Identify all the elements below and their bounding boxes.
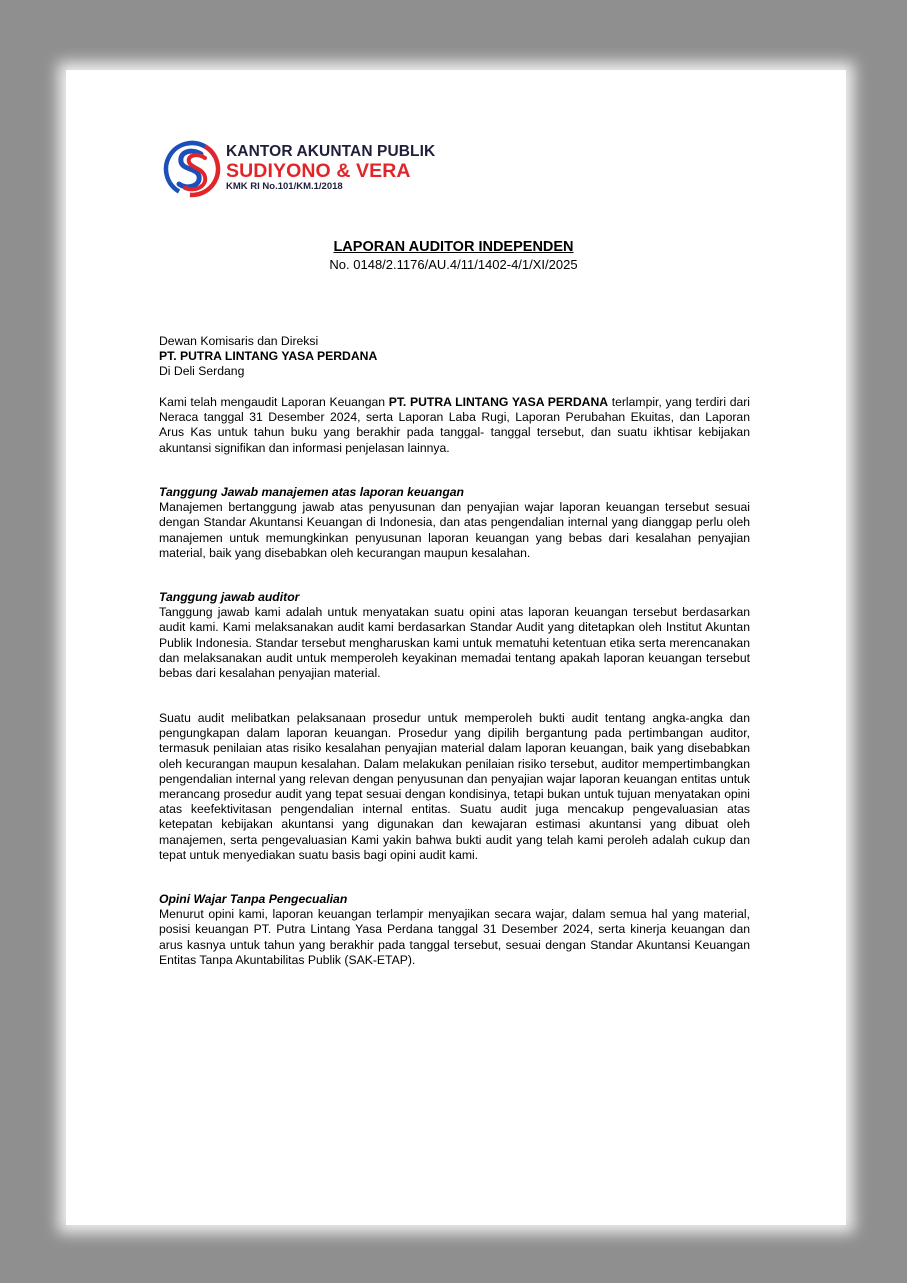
report-number: No. 0148/2.1176/AU.4/11/1402-4/1/XI/2025 xyxy=(329,257,578,272)
section-heading: Tanggung jawab auditor xyxy=(159,590,300,604)
section-heading: Tanggung Jawab manajemen atas laporan keuangan xyxy=(159,485,464,499)
section-auditor-responsibility xyxy=(159,590,750,681)
addressee-line1: Dewan Komisaris dan Direksi xyxy=(159,334,319,348)
audit-procedures-paragraph xyxy=(159,711,750,863)
section-body: Menurut opini kami, laporan keuangan terlampir menyajikan secara wajar, dalam semua hal yang material, posisi keuangan PT. Putra Lintang Yasa Perdana tanggal 31 Desember 2024, serta kinerja keuangan dan arus kasnya untuk tahun yang berakhir pada tanggal tersebut, sesuai dengan Standar Akuntansi Keuangan Entitas Tanpa Akuntabilitas Publik (SAK-ETAP). xyxy=(159,907,750,967)
section-management-responsibility xyxy=(159,485,750,561)
section-body: Suatu audit melibatkan pelaksanaan prosedur untuk memperoleh bukti audit tentang angka-angka dan pengungkapan dalam laporan keuangan. Prosedur yang dipilih bergantung pada pertimbangan auditor, termasuk penilaian atas risiko kesalahan penyajian material dalam laporan keuangan, baik yang disebabkan oleh kecurangan maupun kesalahan. Dalam melakukan penilaian risiko tersebut, auditor mempertimbangkan pengendalian internal yang relevan dengan penyusunan dan penyajian wajar laporan keuangan entitas untuk merancang prosedur audit yang tepat sesuai dengan kondisinya, tetapi bukan untuk tujuan menyatakan opini atas keefektivitasan pengendalian internal entitas. Suatu audit juga mencakup pengevaluasian atas ketepatan kebijakan akuntansi yang digunakan dan kewajaran estimasi akuntansi yang dibuat oleh manajemen, serta pengevaluasian Kami yakin bahwa bukti audit yang telah kami peroleh adalah cukup dan tepat untuk menyediakan suatu basis bagi opini audit kami. xyxy=(159,711,750,862)
firm-name-line2: SUDIYONO & VERA xyxy=(226,160,411,182)
section-opinion xyxy=(159,892,750,968)
firm-name-line1: KANTOR AKUNTAN PUBLIK xyxy=(226,143,436,160)
firm-logo xyxy=(163,140,463,200)
intro-text-a: Kami telah mengaudit Laporan Keuangan xyxy=(159,395,389,409)
firm-emblem-icon xyxy=(163,140,221,198)
addressee-block xyxy=(159,334,750,380)
section-heading: Opini Wajar Tanpa Pengecualian xyxy=(159,892,348,906)
section-body: Tanggung jawab kami adalah untuk menyatakan suatu opini atas laporan keuangan tersebut berdasarkan audit kami. Kami melaksanakan audit kami berdasarkan Standar Audit yang ditetapkan oleh Institut Akuntan Publik Indonesia. Standar tersebut mengharuskan kami untuk mematuhi ketentuan etika serta merencanakan dan melaksanakan audit untuk memperoleh keyakinan memadai tentang apakah laporan keuangan tersebut bebas dari kesalahan penyajian material. xyxy=(159,605,750,681)
intro-paragraph xyxy=(159,395,750,456)
report-title: LAPORAN AUDITOR INDEPENDEN xyxy=(333,239,574,255)
intro-company: PT. PUTRA LINTANG YASA PERDANA xyxy=(388,395,609,409)
intro-text-b: terlampir, yang terdiri dari Neraca tanggal 31 Desember 2024, serta Laporan Laba Rugi, Laporan Perubahan Ekuitas, dan Laporan Arus Kas untuk tahun buku yang berakhir pada tanggal- tanggal tersebut, dan suatu ikhtisar kebijakan akuntansi signifikan dan informasi penjelasan lainnya. xyxy=(159,395,751,455)
addressee-company: PT. PUTRA LINTANG YASA PERDANA xyxy=(159,349,378,364)
addressee-location: Di Deli Serdang xyxy=(159,364,245,379)
section-body: Manajemen bertanggung jawab atas penyusunan dan penyajian wajar laporan keuangan tersebut sesuai dengan Standar Akuntansi Keuangan di Indonesia, dan atas pengendalian internal yang dianggap perlu oleh manajemen untuk memungkinkan penyusunan laporan keuangan yang bebas dari kesalahan penyajian material, baik yang disebabkan oleh kecurangan maupun kesalahan. xyxy=(159,500,750,560)
firm-license: KMK RI No.101/KM.1/2018 xyxy=(226,181,343,192)
